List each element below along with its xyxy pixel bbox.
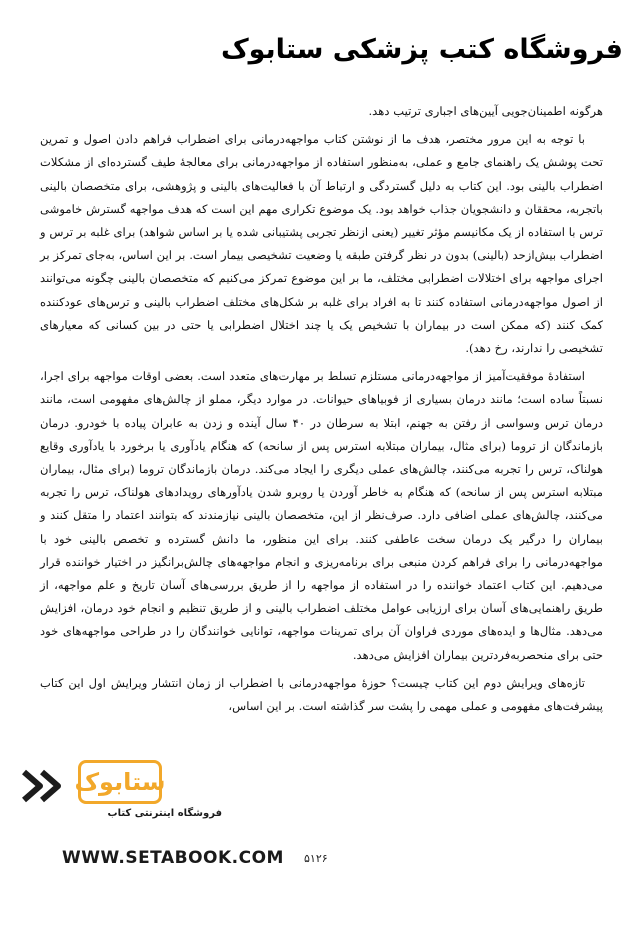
body-text (40, 100, 603, 723)
paragraph: استفادهٔ موفقیت‌آمیز از مواجهه‌درمانی مستلزم تسلط بر مهارت‌های متعدد است. بعضی اوقات مواجهه برای اجرا، نسبتاً ساده است؛ مانند درمان بسیاری از فوبیاهای حیوانات. در موارد دیگر، مملو از چالش‌های مفهومی است، مانند درمان ترس وسواسی از رفتن به جهنم، ابتلا به سرطان در ۴۰ سال آینده و زدن به عابران پیاده با خودرو. درمان بازماندگان از تروما (برای مثال، بیماران مبتلابه استرس پس از سانحه) که هنگام یادآوری یا برخورد با یادآوری وقایع هولناک، ترس را تجربه می‌کنند، چالش‌های عملی دیگری را ایجاد می‌کند. درمان بازماندگان تروما (برای مثال، بیماران مبتلابه استرس پس از سانحه) که هنگام به خاطر آوردن یا روبرو شدن یادآورهای رویدادهای هولناک، ترس را تجربه می‌کنند، چالش‌های عملی اضافی دارد. صرف‌نظر از این، متخصصان بالینی نیازمندند که بتوانند اعتماد را متقل کنند و بیماران را درگیر یک درمان سخت عاطفی کنند. برای این منظور، ما دانش گسترده و تخصص بالینی خود با مواجهه‌درمانی را برای فراهم کردن منبعی برای برنامه‌ریزی و انجام مواجهه‌های چالش‌برانگیز در اختیار خواننده قرار می‌دهیم. این کتاب اعتماد خواننده را در استفاده از مواجهه را از طریق بررسی‌های آسان تاریخ و علم مواجهه، از طریق راهنمایی‌های آسان برای ارزیابی عوامل مختلف اضطراب بالینی و از طریق تنظیم و انجام خود درمان، افزایش می‌دهد. مثال‌ها و ایده‌های موردی فراوان آن برای تمرینات مواجهه، توانایی خوانندگان را در طراحی مواجهه‌های خود حتی برای منحصربه‌فردترین بیماران افزایش می‌دهد. (40, 369, 603, 662)
website-url: WWW.SETABOOK.COM (62, 848, 284, 868)
paragraph: هرگونه اطمینان‌جویی آیین‌های اجباری ترتیب دهد. (368, 104, 603, 118)
brand-logo: ستابوک (78, 760, 162, 804)
paragraph: تازه‌های ویرایش دوم این کتاب چیست؟ حوزهٔ مواجهه‌درمانی با اضطراب از زمان انتشار ویرایش اول این کتاب پیشرفت‌های مفهومی و عملی مهمی را پشت سر گذاشته است. بر این اساس، (40, 675, 603, 714)
paragraph: با توجه به این مرور مختصر، هدف ما از نوشتن کتاب مواجهه‌درمانی برای اضطراب فراهم دادن اصول و تمرین تحت پوشش یک راهنمای جامع و عملی، به‌منظور استفاده از مواجهه‌درمانی برای معالجهٔ طیف گسترده‌ای از مشکلات اضطراب بالینی بود. این کتاب به دلیل گستردگی و ارتباط آن با فعالیت‌های بالینی و پژوهشی، برای متخصصان بالینی باتجربه، محققان و دانشجویان جذاب خواهد بود. یک موضوع تکراری مهم این است که هدف مواجهه گسترش خاموشی ترس با استفاده از یک مکانیسم مؤثر تغییر (یعنی ازنظر تجربی پشتیبانی شده یا بر اساس شواهد) برای غلبه بر ترس و اضطراب بیش‌ازحد (بالینی) بدون در نظر گرفتن طبقه یا وضعیت تشخیصی بیمار است. بر این اساس، به‌جای تمرکز بر اجرای مواجهه برای اختلالات اضطرابی مختلف، ما بر این موضوع تمرکز می‌کنیم که متخصصان بالینی چگونه می‌توانند از اصول مواجهه‌درمانی استفاده کنند تا به افراد برای غلبه بر شکل‌های مختلف اضطراب بالینی و ترس‌های عودکننده کمک کنند (که ممکن است در بیماران با تشخیص یک یا چند اختلال اضطرابی یا حتی در بین کسانی که معیارهای تشخیصی را ندارند، رخ دهد). (40, 132, 603, 356)
page-title: فروشگاه کتب پزشکی ستابوک (220, 34, 623, 65)
brand-subtitle: فروشگاه اینترنتی کتاب (107, 808, 222, 819)
double-chevron-icon (20, 768, 76, 804)
page-number: ۵۱۲۶ (304, 852, 328, 865)
